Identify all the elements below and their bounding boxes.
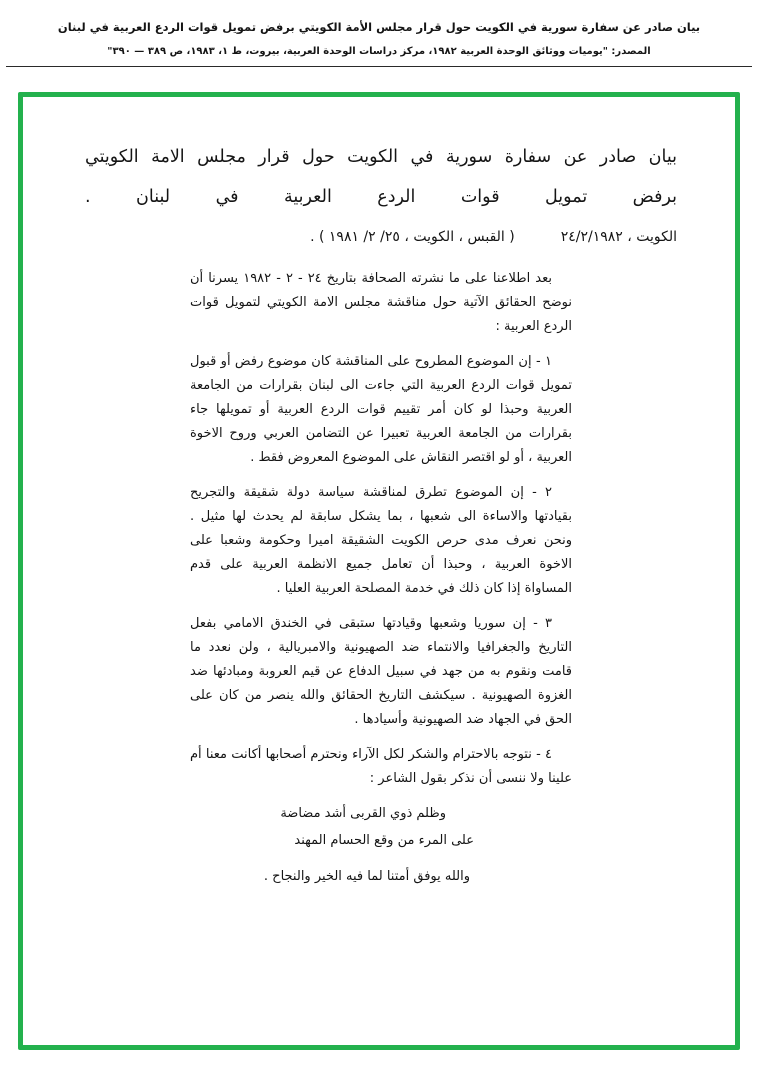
document-title-line-1: بيان صادر عن سفارة سورية في الكويت حول قرار مجلس الامة الكويتي xyxy=(85,147,677,167)
point-1-paragraph: ١ - إن الموضوع المطروح على المناقشة كان موضوع رفض أو قبول تمويل قوات الردع العربية التي جاءت الى لبنان بقرارات من الجامعة العربية وحبذا لو كان أمر تقييم قوات الردع العربية أو تمويلها جاء بقرارات من الجامعة العربية تعبيرا عن التضامن العربي وروح الاخوة العربية ، أو لو اقتصر النقاش على الموضوع المعروض فقط . xyxy=(190,354,572,465)
header-title: بيان صادر عن سفارة سورية في الكويت حول قرار مجلس الأمة الكويتي برفض تمويل قوات الردع العربية في لبنان xyxy=(57,20,701,34)
document-title-line-2: برفض تمويل قوات الردع العربية في لبنان . xyxy=(85,187,677,207)
document-content xyxy=(23,97,735,1045)
point-2-paragraph: ٢ - إن الموضوع تطرق لمناقشة سياسة دولة شقيقة والتجريح بقيادتها والاساءة الى شعبها ، بما يشكل سابقة لم يحدث لها مثيل . ونحن نعرف مدى حرص الكويت الشقيقة اميرا وحكومة وشعبا على الاخوة العربية ، وحبذا أن تعامل جميع الانظمة العربية على قدم المساواة إذا كان ذلك في خدمة المصلحة العربية العليا . xyxy=(190,485,572,596)
header-source-line: المصدر: "يوميات ووثائق الوحدة العربية ١٩٨٢، مركز دراسات الوحدة العربية، بيروت، ط ١، ١٩٨٣، ص ٣٨٩ — ٣٩٠" xyxy=(107,46,651,57)
point-4-paragraph: ٤ - نتوجه بالاحترام والشكر لكل الآراء ونحترم أصحابها أكانت معنا أم علينا ولا ننسى أن نذكر بقول الشاعر : xyxy=(190,747,572,786)
poem-line-2: على المرء من وقع الحسام المهند xyxy=(294,833,474,848)
point-3-paragraph: ٣ - إن سوريا وشعبها وقيادتها ستبقى في الخندق الامامي بفعل التاريخ والجغرافيا والانتماء ضد الصهيونية والامبريالية ، ولن نعدد ما قامت ونقوم به من جهد في سبيل الدفاع عن قيم العروبة ومبادئها ضد الغزوة الصهيونية . سيكشف التاريخ الحقائق والله ينصر من كان على الحق في الجهاد ضد الصهيونية وأسيادها . xyxy=(190,616,572,727)
body-column xyxy=(190,267,572,889)
dateline-place-date: الكويت ، ٢٤/٢/١٩٨٢ xyxy=(560,229,677,245)
document-title xyxy=(85,137,677,217)
page-header xyxy=(0,0,758,57)
poem-line-1: وظلم ذوي القربى أشد مضاضة xyxy=(280,806,446,821)
dateline xyxy=(85,225,677,249)
dateline-newspaper-reference: ( القبس ، الكويت ، ٢٥/ ٢/ ١٩٨١ ) . xyxy=(310,229,515,245)
closing-line: والله يوفق أمتنا لما فيه الخير والنجاح . xyxy=(263,869,470,884)
intro-paragraph: بعد اطلاعنا على ما نشرته الصحافة بتاريخ ٢٤ - ٢ - ١٩٨٢ يسرنا أن نوضح الحقائق الآتية حول مناقشة مجلس الامة الكويتي لتمويل قوات الردع العربية : xyxy=(190,271,572,334)
header-divider xyxy=(6,66,752,67)
document-frame xyxy=(18,92,740,1050)
